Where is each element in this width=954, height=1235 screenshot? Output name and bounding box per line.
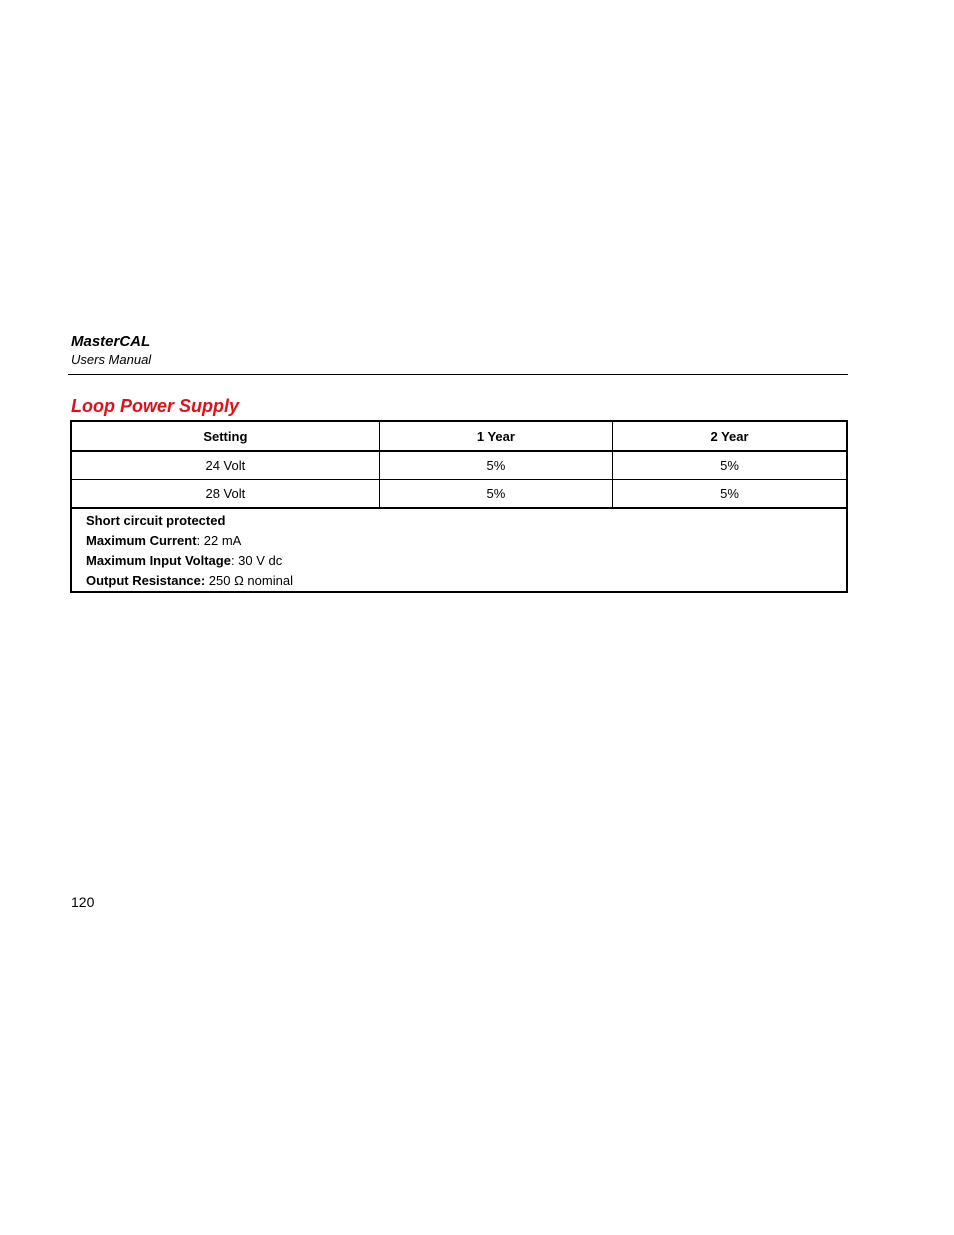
note-value: : 22 mA: [196, 533, 242, 548]
notes-cell: [71, 508, 847, 592]
column-header-setting: Setting: [71, 421, 379, 451]
table-header-row: [71, 421, 847, 451]
cell-setting: 24 Volt: [71, 451, 379, 480]
table-notes-row: [71, 508, 847, 592]
note-maximum-input-voltage: [86, 551, 846, 571]
note-value: 250 Ω nominal: [205, 573, 293, 588]
table-row: [71, 451, 847, 480]
note-label: Short circuit protected: [86, 513, 226, 528]
note-maximum-current: [86, 531, 846, 551]
note-short-circuit: [86, 511, 846, 531]
cell-1-year: 5%: [379, 480, 612, 509]
cell-setting: 28 Volt: [71, 480, 379, 509]
table-row: [71, 480, 847, 509]
note-label: Maximum Input Voltage: [86, 553, 231, 568]
cell-2-year: 5%: [613, 451, 847, 480]
note-label: Output Resistance:: [86, 573, 206, 588]
header-product-name: MasterCAL: [71, 333, 151, 350]
column-header-2-year: 2 Year: [613, 421, 847, 451]
header-document-title: Users Manual: [71, 352, 152, 367]
cell-1-year: 5%: [379, 451, 612, 480]
note-label: Maximum Current: [86, 533, 197, 548]
note-value: : 30 V dc: [230, 553, 283, 568]
note-output-resistance: [86, 571, 846, 591]
header-divider: [68, 374, 848, 375]
page-number: 120: [71, 894, 95, 910]
section-title: Loop Power Supply: [71, 396, 240, 416]
cell-2-year: 5%: [613, 480, 847, 509]
column-header-1-year: 1 Year: [379, 421, 612, 451]
spec-table: [70, 420, 848, 593]
